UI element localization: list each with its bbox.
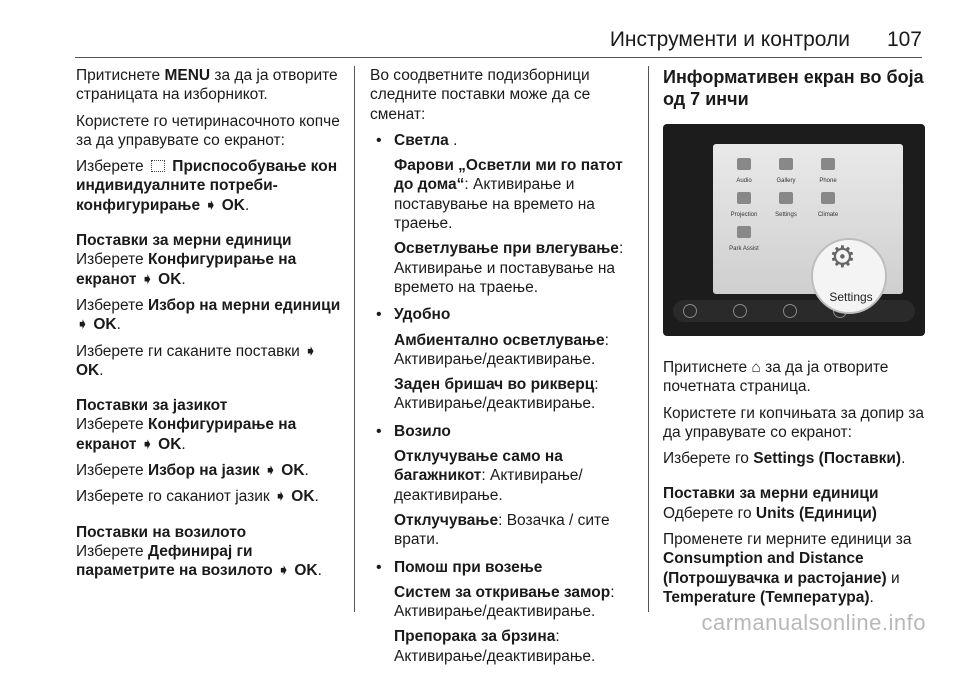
- display-figure: [663, 124, 925, 336]
- column-divider-2: [648, 66, 649, 612]
- header-rule: [75, 57, 922, 58]
- list-item-vehicle: • Возило Отклучување само на багажникот: Активирање/деактивирање. Отклучување: Возачка / сите врати.: [370, 422, 640, 550]
- section-units-title: Поставки за мерни единици: [76, 232, 292, 250]
- arrow-icon: ➧: [204, 196, 218, 214]
- sub-item: Отклучување само на багажникот: Активирање/деактивирање.: [394, 448, 583, 504]
- column-2: [370, 66, 640, 674]
- units-select: Одберете го Units (Единици): [663, 504, 877, 522]
- home-instruction: Притиснете ⌂ за да ја отворите почетната страница.: [663, 359, 889, 396]
- units-step-1: Изберете Конфигурирање на екранот ➧ OK.: [76, 251, 297, 288]
- app-climate-icon: Climate: [811, 192, 845, 225]
- gear-icon: ⚙: [829, 241, 856, 274]
- language-step-2: Изберете Избор на јазик ➧ OK.: [76, 462, 309, 480]
- units-change: Променете ги мерните единици за Consumption and Distance (Потрошувачка и растојание) и Temperature (Температура).: [663, 531, 912, 606]
- settings-magnifier: [811, 238, 887, 314]
- app-settings-icon: Settings: [769, 192, 803, 225]
- submenu-intro: Во соодветните подизборници следните поставки може да се сменат:: [370, 67, 591, 123]
- sub-item: Амбиентално осветлување: Активирање/деактивирање.: [394, 331, 609, 368]
- section-title-color-display: Информативен екран во боја од 7 инчи: [663, 67, 924, 109]
- arrow-icon: ➧: [140, 270, 154, 288]
- arrow-icon: ➧: [263, 462, 277, 480]
- knob-instruction: Користете го четиринасочното копче за да управувате со екранот:: [76, 112, 340, 149]
- select-personalization: Изберете Приспособување кон индивидуалните потреби-конфигурирање ➧ OK.: [76, 158, 338, 214]
- app-park-assist-icon: Park Assist: [727, 226, 761, 259]
- column-divider-1: [354, 66, 355, 612]
- page-header: [0, 0, 960, 60]
- section-language-title: Поставки за јазикот: [76, 397, 228, 415]
- section-units-title-2: Поставки за мерни единици: [663, 485, 879, 503]
- personalization-icon: [151, 160, 165, 172]
- list-item-lights: • Светла . Фарови „Осветли ми го патот до дома“: Активирање и поставување на времето на траење. Осветлување при влегување: Активирање и поставување на времето на траење.: [370, 131, 640, 297]
- sub-item: Систем за откривање замор: Активирање/деактивирање.: [394, 583, 615, 621]
- arrow-icon: ➧: [273, 488, 287, 506]
- home-button-icon: [783, 304, 797, 318]
- page-number: 107: [886, 28, 922, 51]
- arrow-icon: ➧: [76, 316, 89, 334]
- app-projection-icon: Projection: [727, 192, 761, 225]
- arrow-icon: ➧: [304, 342, 318, 360]
- warning-button-icon: [683, 304, 697, 318]
- app-audio-icon: Audio: [727, 158, 761, 191]
- app-phone-icon: Phone: [811, 158, 845, 191]
- arrow-icon: ➧: [277, 562, 291, 580]
- touch-instruction: Користете ги копчињата за допир за да управувате со екранот:: [663, 404, 925, 441]
- list-item-driving-assist: • Помош при возење Систем за откривање замор: Активирање/деактивирање. Препорака за брзина: Активирање/деактивирање.: [370, 558, 640, 666]
- back-button-icon: [733, 304, 747, 318]
- units-step-3: Изберете ги саканите поставки ➧ OK.: [76, 342, 318, 379]
- column-3: [663, 66, 925, 614]
- sub-item: Заден бришач во рикверц: Активирање/деактивирање.: [394, 376, 599, 413]
- menu-instruction: Притиснете MENU за да ја отворите страницата на изборникот.: [76, 67, 338, 104]
- watermark: carmanualsonline.info: [701, 610, 926, 635]
- section-vehicle-title: Поставки на возилото: [76, 523, 247, 541]
- sub-item: Осветлување при влегување: Активирање и поставување на времето на траење.: [394, 240, 624, 296]
- language-step-1: Изберете Конфигурирање на екранот ➧ OK.: [76, 416, 297, 453]
- settings-label: Settings: [829, 290, 873, 304]
- home-icon: ⌂: [751, 359, 761, 376]
- units-step-2: Изберете Избор на мерни единици ➧ OK.: [76, 296, 341, 334]
- chapter-title: Инструменти и контроли: [609, 28, 850, 51]
- settings-list: [370, 131, 640, 666]
- list-item-comfort: • Удобно Амбиентално осветлување: Активирање/деактивирање. Заден бришач во рикверц: Активирање/деактивирање.: [370, 305, 640, 413]
- sub-item: Препорака за брзина: Активирање/деактивирање.: [394, 628, 596, 665]
- language-step-3: Изберете го саканиот јазик ➧ OK.: [76, 488, 319, 506]
- arrow-icon: ➧: [140, 435, 154, 453]
- sub-item: Отклучување: Возачка / сите врати.: [394, 511, 610, 549]
- sub-item: Фарови „Осветли ми го патот до дома“: Активирање и поставување на времето на траење.: [394, 157, 623, 233]
- vehicle-step-1: Изберете Дефинирај ги параметрите на возилото ➧ OK.: [76, 542, 322, 580]
- select-settings: Изберете го Settings (Поставки).: [663, 450, 906, 468]
- app-gallery-icon: Gallery: [769, 158, 803, 191]
- column-1: [76, 66, 346, 588]
